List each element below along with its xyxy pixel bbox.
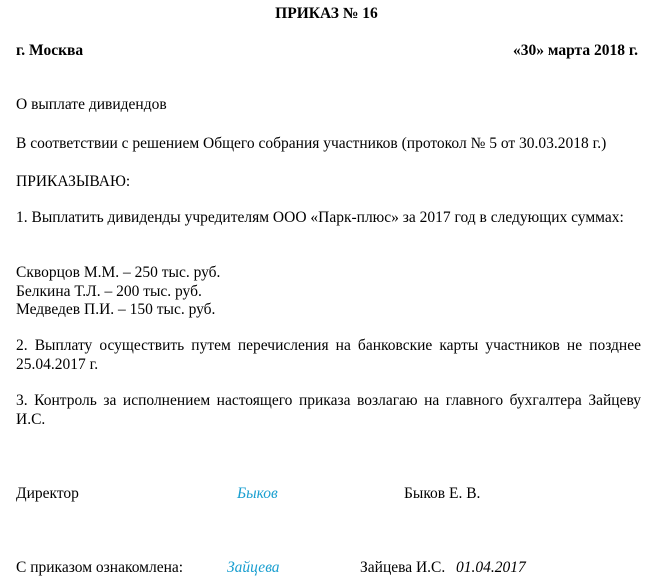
city: г. Москва (16, 42, 84, 59)
order-word: ПРИКАЗЫВАЮ: (16, 173, 131, 190)
payee-1: Скворцов М.М. – 250 тыс. руб. (16, 264, 221, 281)
director-signature: Быков (237, 485, 278, 502)
director-name: Быков Е. В. (404, 485, 481, 502)
payee-2: Белкина Т.Л. – 200 тыс. руб. (16, 282, 202, 300)
order-date: «30» марта 2018 г. (513, 42, 638, 59)
order-subject: О выплате дивидендов (16, 96, 167, 113)
acknowledgement-label: С приказом ознакомлена: (16, 559, 184, 576)
item-2: 2. Выплату осуществить путем перечисления на банковские карты участников не позднее 25.04.2017 г. (16, 337, 641, 373)
acknowledgement-name: Зайцева И.С. (360, 559, 446, 576)
item-1: 1. Выплатить дивиденды учредителям ООО «Парк-плюс» за 2017 год в следующих суммах: (16, 209, 624, 226)
payee-3: Медведев П.И. – 150 тыс. руб. (16, 301, 216, 318)
order-basis: В соответствии с решением Общего собрания участников (протокол № 5 от 30.03.2018 г.) (16, 135, 607, 152)
item-3: 3. Контроль за исполнением настоящего приказа возлагаю на главного бухгалтера Зайцеву И.С. (16, 392, 641, 428)
acknowledgement-date: 01.04.2017 (456, 559, 526, 576)
director-position: Директор (16, 485, 79, 502)
order-title: ПРИКАЗ № 16 (275, 5, 378, 22)
acknowledgement-signature: Зайцева (227, 559, 280, 576)
